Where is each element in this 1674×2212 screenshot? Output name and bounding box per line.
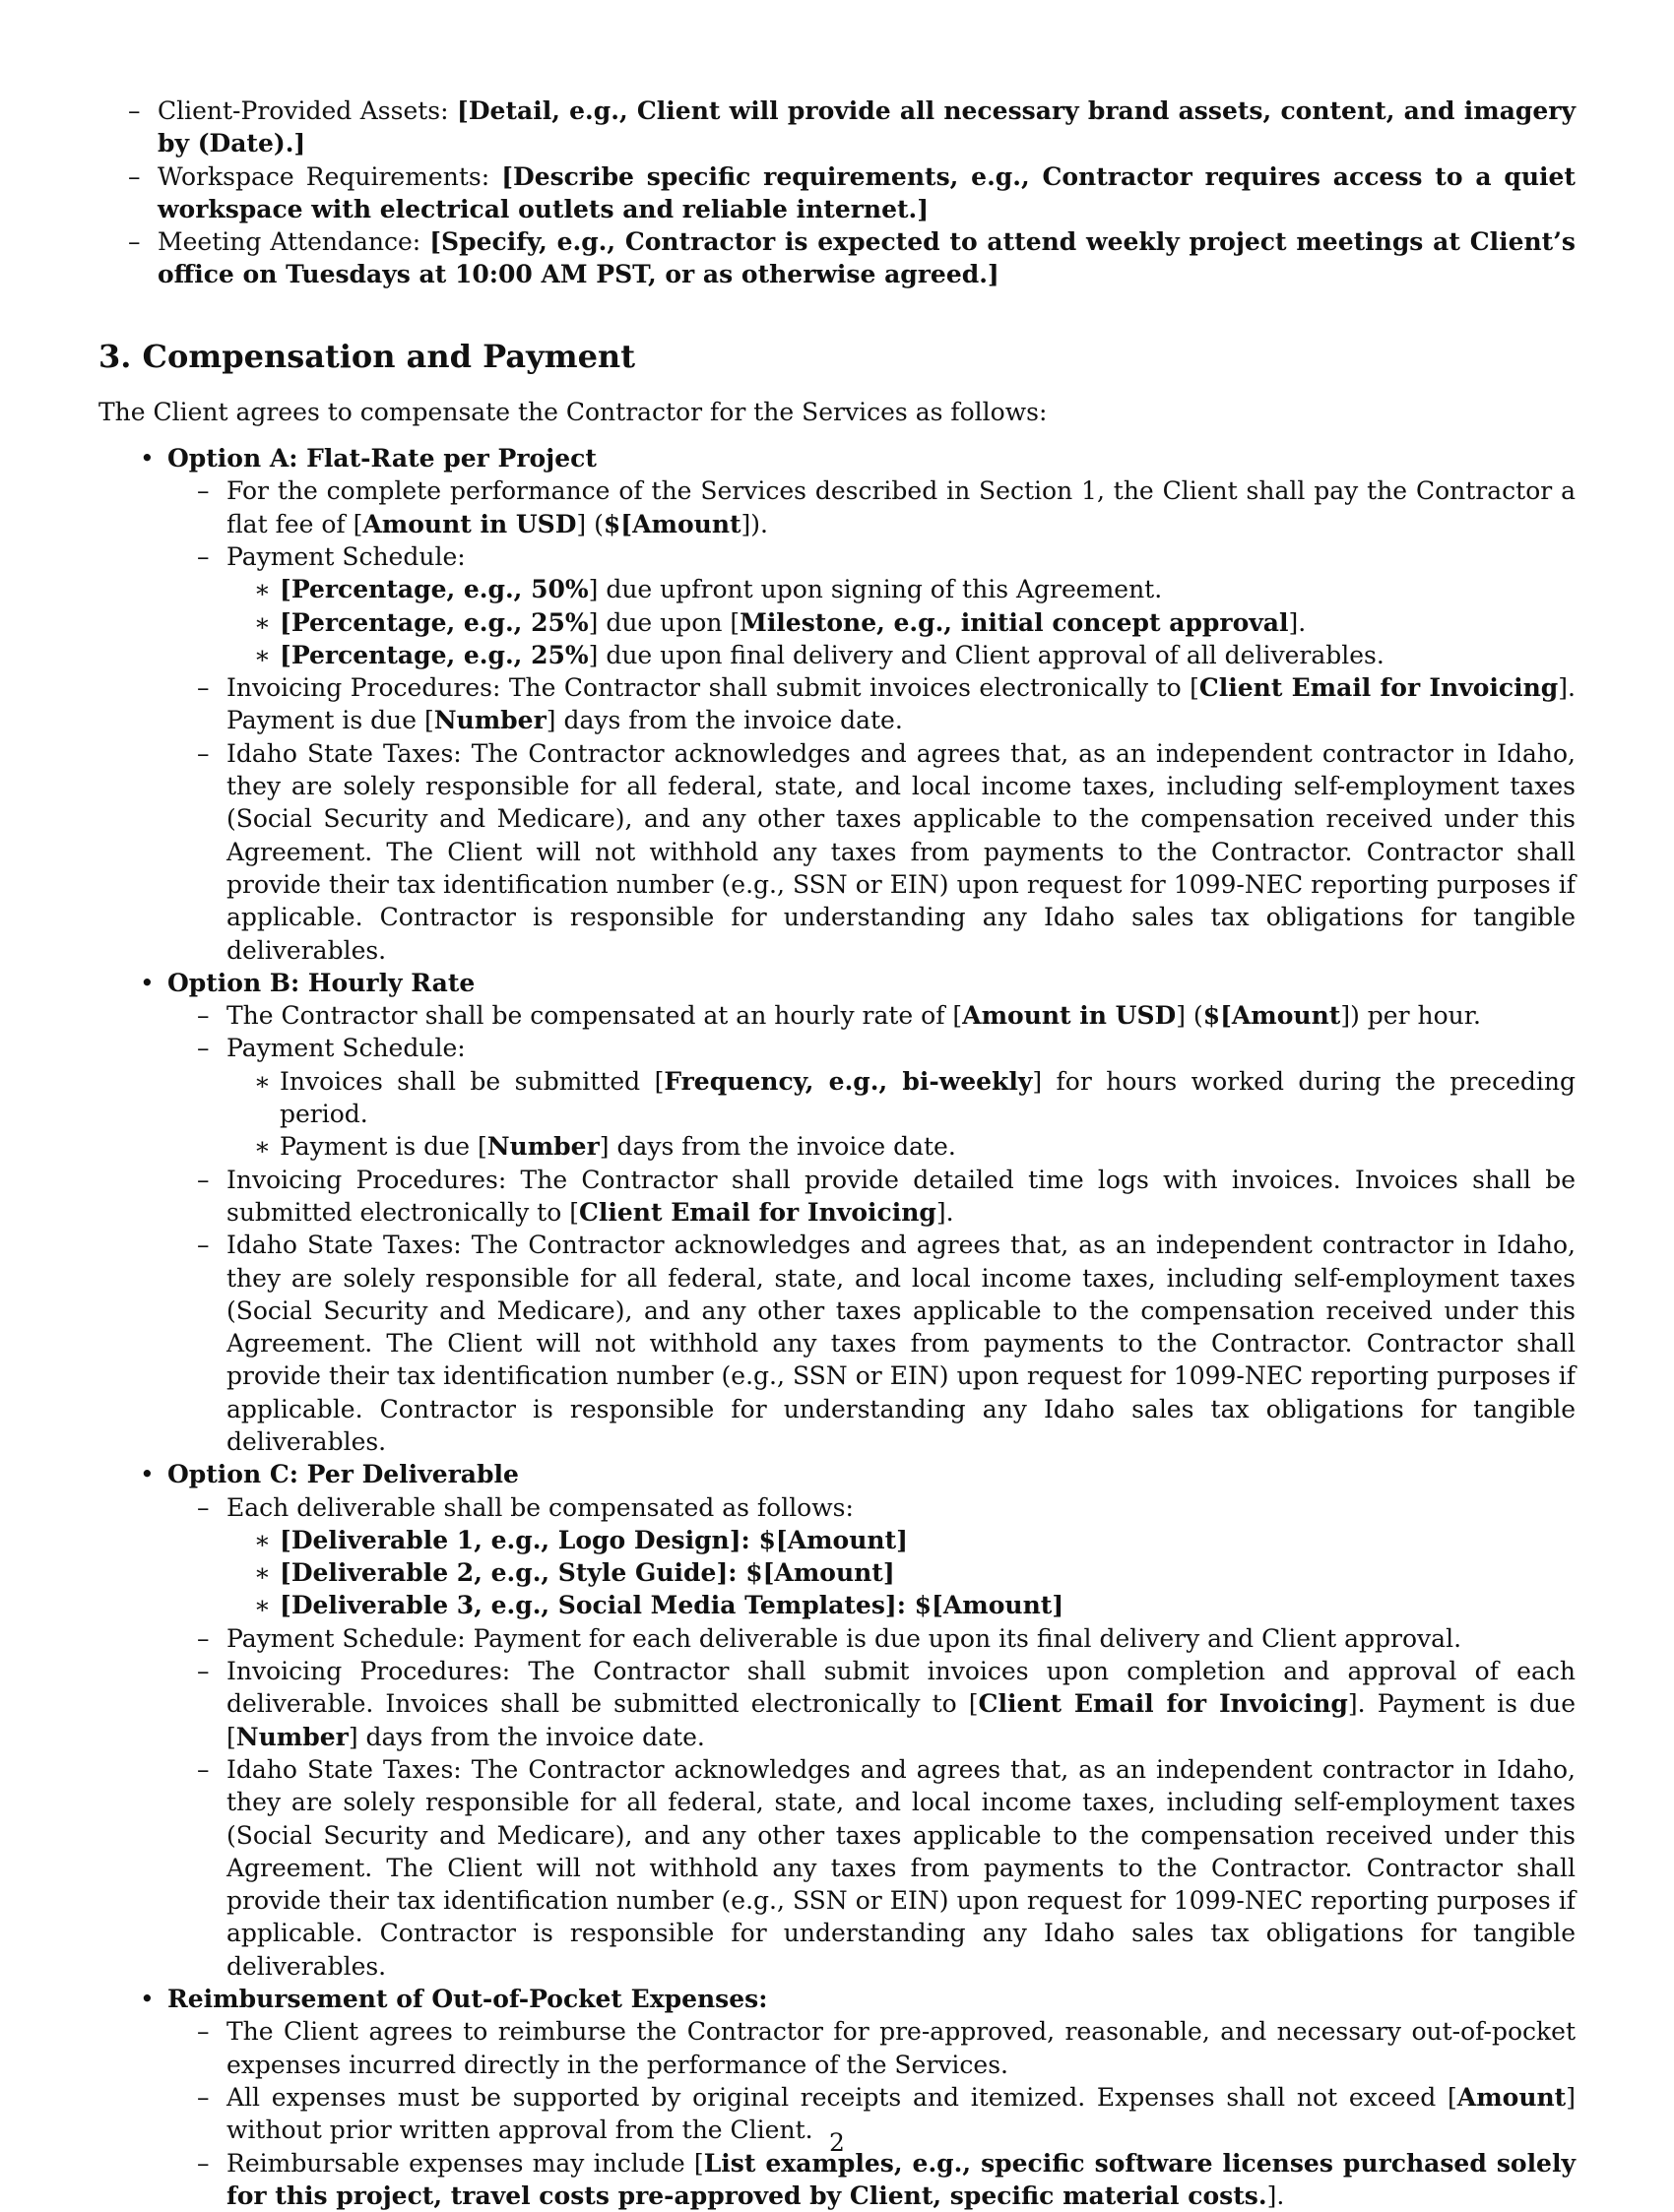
option-b-items <box>167 999 1576 1458</box>
deliverable-item: ∗ [Deliverable 1, e.g., Logo Design]: $[Amount] <box>280 1524 1576 1556</box>
option-b <box>167 967 1576 1458</box>
reimbursement-items <box>167 2015 1576 2212</box>
option-b-title: Option B: Hourly Rate <box>167 968 476 997</box>
section-heading: 3. Compensation and Payment <box>98 337 635 375</box>
item-label: Client-Provided Assets: <box>158 96 458 125</box>
deliverables-list <box>226 1524 1576 1622</box>
list-item-hourly-rate: – The Contractor shall be compensated at an hourly rate of [Amount in USD] ($[Amount]) per hour. <box>226 999 1576 1032</box>
compensation-options-list <box>98 442 1576 2212</box>
list-item-receipts: – All expenses must be supported by original receipts and itemized. Expenses shall not exceed [Amount] without prior written approval from the Client. <box>226 2081 1576 2147</box>
section-intro: The Client agrees to compensate the Contractor for the Services as follows: <box>98 397 1048 426</box>
deliverable-item: ∗ [Deliverable 3, e.g., Social Media Templates]: $[Amount] <box>280 1589 1576 1621</box>
list-item-idaho-taxes: – Idaho State Taxes: The Contractor acknowledges and agrees that, as an independent contractor in Idaho, they are solely responsible for all federal, state, and local income taxes, including self-employment taxes (Social Security and Medicare), and any other taxes applicable to the compensation received under this Agreement. The Client will not withhold any taxes from payments to the Contractor. Contractor shall provide their tax identification number (e.g., SSN or EIN) upon request for 1099-NEC reporting purposes if applicable. Contractor is responsible for understanding any Idaho sales tax obligations for tangible deliverables. <box>226 1229 1576 1458</box>
schedule-item: ∗ [Percentage, e.g., 25%] due upon final delivery and Client approval of all deliverables. <box>280 639 1576 671</box>
payment-schedule-list <box>226 1065 1576 1164</box>
list-item-invoicing: – Invoicing Procedures: The Contractor shall provide detailed time logs with invoices. Invoices shall be submitted electronically to [Client Email for Invoicing]. <box>226 1164 1576 1230</box>
payment-schedule-list <box>226 573 1576 671</box>
continued-list <box>98 95 1576 291</box>
schedule-item: ∗ [Percentage, e.g., 50%] due upfront upon signing of this Agreement. <box>280 573 1576 605</box>
page-content <box>98 95 1576 2212</box>
list-item-payment-schedule: – Payment Schedule: Payment for each deliverable is due upon its final delivery and Client approval. <box>226 1622 1576 1655</box>
list-item-reimbursable-examples: – Reimbursable expenses may include [List examples, e.g., specific software licenses purchased solely for this project, travel costs pre-approved by Client, specific material costs.]. <box>226 2147 1576 2212</box>
item-label: Meeting Attendance: <box>158 227 430 257</box>
list-item-payment-schedule: – Payment Schedule: ∗ [Percentage, e.g., 50%] due upfront upon signing of this Agreement. ∗ [Percentage, e.g., 25%] due upon [Milestone, e.g., initial concept approval]. ∗ [Percentage, e.g., 25%] due upon final delivery and Client approval of all deliverables. <box>226 540 1576 671</box>
list-item-idaho-taxes: – Idaho State Taxes: The Contractor acknowledges and agrees that, as an independent contractor in Idaho, they are solely responsible for all federal, state, and local income taxes, including self-employment taxes (Social Security and Medicare), and any other taxes applicable to the compensation received under this Agreement. The Client will not withhold any taxes from payments to the Contractor. Contractor shall provide their tax identification number (e.g., SSN or EIN) upon request for 1099-NEC reporting purposes if applicable. Contractor is responsible for understanding any Idaho sales tax obligations for tangible deliverables. <box>226 737 1576 967</box>
item-placeholder: [Describe specific requirements, e.g., Contractor requires access to a quiet workspace with electrical outlets and reliable internet.] <box>158 161 1576 223</box>
item-placeholder: [Specify, e.g., Contractor is expected to attend weekly project meetings at Client’s office on Tuesdays at 10:00 AM PST, or as otherwise agreed.] <box>158 227 1576 289</box>
list-item-client-assets <box>158 95 1576 160</box>
reimbursement-title: Reimbursement of Out-of-Pocket Expenses: <box>167 1985 768 2014</box>
page-number: 2 <box>829 2128 845 2157</box>
item-placeholder: [Detail, e.g., Client will provide all necessary brand assets, content, and imagery by (Date).] <box>158 96 1576 158</box>
option-c <box>167 1458 1576 1983</box>
item-label: Workspace Requirements: <box>158 161 502 191</box>
list-item-deliverables: – Each deliverable shall be compensated as follows: ∗ [Deliverable 1, e.g., Logo Design]: $[Amount] ∗ [Deliverable 2, e.g., Style Guide]: $[Amount] ∗ [Deliverable 3, e.g., Social Media Templates]: $[Amount] <box>226 1491 1576 1622</box>
list-item-workspace <box>158 160 1576 226</box>
schedule-item: ∗ Payment is due [Number] days from the invoice date. <box>280 1130 1576 1163</box>
option-c-items <box>167 1491 1576 1983</box>
list-item-reimburse: – The Client agrees to reimburse the Contractor for pre-approved, reasonable, and necessary out-of-pocket expenses incurred directly in the performance of the Services. <box>226 2015 1576 2081</box>
reimbursement <box>167 1983 1576 2212</box>
list-item-payment-schedule: – Payment Schedule: ∗ Invoices shall be submitted [Frequency, e.g., bi-weekly] for hours worked during the preceding period. ∗ Payment is due [Number] days from the invoice date. <box>226 1032 1576 1163</box>
option-a-title: Option A: Flat-Rate per Project <box>167 444 597 474</box>
list-item-meeting <box>158 225 1576 291</box>
deliverable-item: ∗ [Deliverable 2, e.g., Style Guide]: $[Amount] <box>280 1556 1576 1589</box>
option-a-items <box>167 474 1576 966</box>
schedule-item: ∗ Invoices shall be submitted [Frequency, e.g., bi-weekly] for hours worked during the preceding period. <box>280 1065 1576 1131</box>
schedule-item: ∗ [Percentage, e.g., 25%] due upon [Milestone, e.g., initial concept approval]. <box>280 606 1576 639</box>
option-a <box>167 442 1576 967</box>
list-item-flat-fee: – For the complete performance of the Services described in Section 1, the Client shall pay the Contractor a flat fee of [Amount in USD] ($[Amount]). <box>226 474 1576 540</box>
list-item-invoicing: – Invoicing Procedures: The Contractor shall submit invoices upon completion and approval of each deliverable. Invoices shall be submitted electronically to [Client Email for Invoicing]. Payment is due [Number] days from the invoice date. <box>226 1655 1576 1753</box>
list-item-invoicing: – Invoicing Procedures: The Contractor shall submit invoices electronically to [Client Email for Invoicing]. Payment is due [Number] days from the invoice date. <box>226 671 1576 737</box>
list-item-idaho-taxes: – Idaho State Taxes: The Contractor acknowledges and agrees that, as an independent contractor in Idaho, they are solely responsible for all federal, state, and local income taxes, including self-employment taxes (Social Security and Medicare), and any other taxes applicable to the compensation received under this Agreement. The Client will not withhold any taxes from payments to the Contractor. Contractor shall provide their tax identification number (e.g., SSN or EIN) upon request for 1099-NEC reporting purposes if applicable. Contractor is responsible for understanding any Idaho sales tax obligations for tangible deliverables. <box>226 1753 1576 1983</box>
option-c-title: Option C: Per Deliverable <box>167 1460 519 1489</box>
